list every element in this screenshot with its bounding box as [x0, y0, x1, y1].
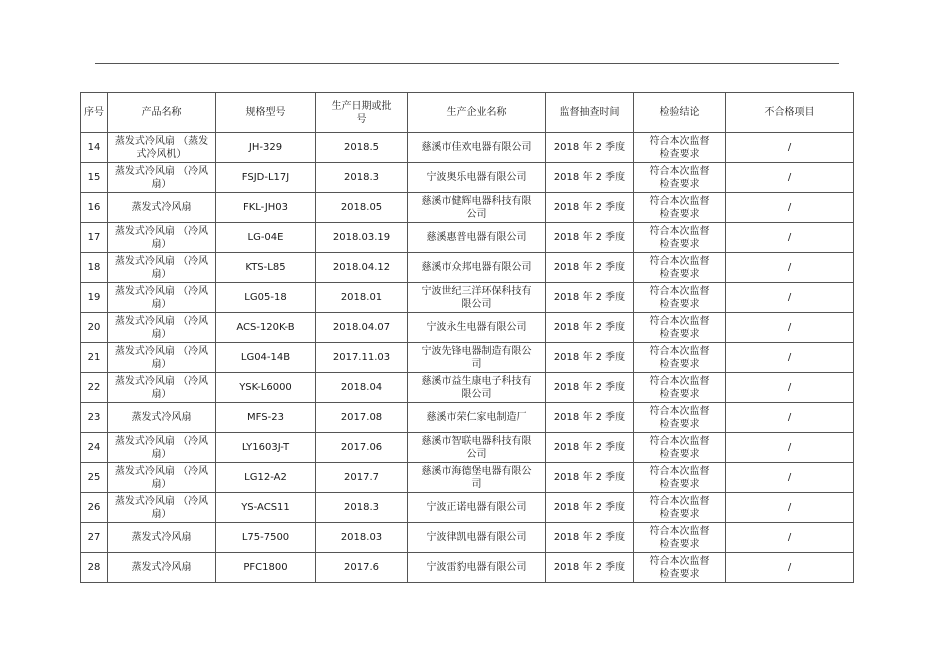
cell-manufacturer: 慈溪市海德堡电器有限公司: [408, 463, 546, 493]
cell-model-spec: KTS-L85: [216, 253, 316, 283]
cell-serial-no: 25: [81, 463, 108, 493]
header-row: [81, 93, 854, 133]
cell-conclusion: 符合本次监督检查要求: [634, 283, 726, 313]
cell-production-date: 2018.04.07: [316, 313, 408, 343]
cell-model-spec: JH-329: [216, 133, 316, 163]
cell-model-spec: LG05-18: [216, 283, 316, 313]
cell-failed-items: /: [726, 523, 854, 553]
cell-product-name: 蒸发式冷风扇 （冷风扇）: [108, 223, 216, 253]
table-row: [81, 133, 854, 163]
header-product-name: 产品名称: [108, 93, 216, 133]
cell-serial-no: 26: [81, 493, 108, 523]
cell-conclusion: 符合本次监督检查要求: [634, 343, 726, 373]
cell-serial-no: 16: [81, 193, 108, 223]
cell-conclusion: 符合本次监督检查要求: [634, 403, 726, 433]
header-inspection-time: 监督抽查时间: [546, 93, 634, 133]
cell-product-name: 蒸发式冷风扇 （冷风扇）: [108, 283, 216, 313]
cell-inspection-time: 2018 年 2 季度: [546, 433, 634, 463]
cell-inspection-time: 2018 年 2 季度: [546, 373, 634, 403]
table-body: [81, 133, 854, 583]
cell-production-date: 2018.5: [316, 133, 408, 163]
cell-inspection-time: 2018 年 2 季度: [546, 493, 634, 523]
cell-manufacturer: 慈溪市众邦电器有限公司: [408, 253, 546, 283]
cell-model-spec: ACS-120K-B: [216, 313, 316, 343]
cell-manufacturer: 宁波律凯电器有限公司: [408, 523, 546, 553]
table-row: [81, 223, 854, 253]
cell-serial-no: 18: [81, 253, 108, 283]
cell-conclusion: 符合本次监督检查要求: [634, 493, 726, 523]
header-failed-items: 不合格项目: [726, 93, 854, 133]
cell-serial-no: 28: [81, 553, 108, 583]
cell-inspection-time: 2018 年 2 季度: [546, 253, 634, 283]
cell-conclusion: 符合本次监督检查要求: [634, 373, 726, 403]
cell-production-date: 2018.04.12: [316, 253, 408, 283]
cell-failed-items: /: [726, 373, 854, 403]
cell-conclusion: 符合本次监督检查要求: [634, 433, 726, 463]
cell-inspection-time: 2018 年 2 季度: [546, 133, 634, 163]
cell-model-spec: MFS-23: [216, 403, 316, 433]
cell-product-name: 蒸发式冷风扇 （冷风扇）: [108, 163, 216, 193]
cell-failed-items: /: [726, 223, 854, 253]
cell-model-spec: YS-ACS11: [216, 493, 316, 523]
cell-production-date: 2017.11.03: [316, 343, 408, 373]
cell-failed-items: /: [726, 343, 854, 373]
cell-production-date: 2018.3: [316, 493, 408, 523]
cell-failed-items: /: [726, 403, 854, 433]
cell-serial-no: 23: [81, 403, 108, 433]
cell-inspection-time: 2018 年 2 季度: [546, 193, 634, 223]
cell-manufacturer: 宁波永生电器有限公司: [408, 313, 546, 343]
table-row: [81, 493, 854, 523]
table-row: [81, 403, 854, 433]
cell-serial-no: 27: [81, 523, 108, 553]
table-row: [81, 253, 854, 283]
cell-production-date: 2017.7: [316, 463, 408, 493]
cell-failed-items: /: [726, 193, 854, 223]
cell-conclusion: 符合本次监督检查要求: [634, 313, 726, 343]
page-top-rule: [95, 63, 839, 64]
table-row: [81, 193, 854, 223]
cell-failed-items: /: [726, 313, 854, 343]
table-row: [81, 463, 854, 493]
cell-product-name: 蒸发式冷风扇 （冷风扇）: [108, 343, 216, 373]
cell-manufacturer: 慈溪惠普电器有限公司: [408, 223, 546, 253]
table-row: [81, 553, 854, 583]
cell-production-date: 2018.03.19: [316, 223, 408, 253]
cell-manufacturer: 慈溪市荣仁家电制造厂: [408, 403, 546, 433]
cell-serial-no: 17: [81, 223, 108, 253]
cell-production-date: 2018.03: [316, 523, 408, 553]
cell-product-name: 蒸发式冷风扇 （蒸发式冷风机）: [108, 133, 216, 163]
cell-serial-no: 20: [81, 313, 108, 343]
cell-failed-items: /: [726, 433, 854, 463]
cell-conclusion: 符合本次监督检查要求: [634, 163, 726, 193]
cell-model-spec: LY1603J-T: [216, 433, 316, 463]
cell-conclusion: 符合本次监督检查要求: [634, 553, 726, 583]
inspection-results-table: [80, 92, 854, 583]
cell-inspection-time: 2018 年 2 季度: [546, 223, 634, 253]
cell-failed-items: /: [726, 463, 854, 493]
cell-production-date: 2017.6: [316, 553, 408, 583]
cell-serial-no: 22: [81, 373, 108, 403]
cell-failed-items: /: [726, 553, 854, 583]
cell-inspection-time: 2018 年 2 季度: [546, 343, 634, 373]
cell-product-name: 蒸发式冷风扇: [108, 553, 216, 583]
cell-model-spec: L75-7500: [216, 523, 316, 553]
cell-inspection-time: 2018 年 2 季度: [546, 283, 634, 313]
cell-manufacturer: 慈溪市益生康电子科技有限公司: [408, 373, 546, 403]
cell-inspection-time: 2018 年 2 季度: [546, 313, 634, 343]
cell-failed-items: /: [726, 133, 854, 163]
cell-manufacturer: 慈溪市佳欢电器有限公司: [408, 133, 546, 163]
cell-production-date: 2017.08: [316, 403, 408, 433]
cell-product-name: 蒸发式冷风扇 （冷风扇）: [108, 253, 216, 283]
cell-model-spec: PFC1800: [216, 553, 316, 583]
cell-manufacturer: 宁波奥乐电器有限公司: [408, 163, 546, 193]
cell-production-date: 2018.01: [316, 283, 408, 313]
cell-inspection-time: 2018 年 2 季度: [546, 163, 634, 193]
cell-manufacturer: 慈溪市健辉电器科技有限公司: [408, 193, 546, 223]
table-header: [81, 93, 854, 133]
cell-manufacturer: 宁波雷豹电器有限公司: [408, 553, 546, 583]
cell-conclusion: 符合本次监督检查要求: [634, 463, 726, 493]
cell-product-name: 蒸发式冷风扇 （冷风扇）: [108, 373, 216, 403]
cell-conclusion: 符合本次监督检查要求: [634, 133, 726, 163]
header-serial-no: 序号: [81, 93, 108, 133]
table-row: [81, 373, 854, 403]
cell-manufacturer: 宁波先锋电器制造有限公司: [408, 343, 546, 373]
cell-failed-items: /: [726, 493, 854, 523]
cell-product-name: 蒸发式冷风扇: [108, 193, 216, 223]
cell-conclusion: 符合本次监督检查要求: [634, 253, 726, 283]
cell-conclusion: 符合本次监督检查要求: [634, 223, 726, 253]
cell-serial-no: 24: [81, 433, 108, 463]
table-row: [81, 313, 854, 343]
cell-production-date: 2018.3: [316, 163, 408, 193]
cell-serial-no: 21: [81, 343, 108, 373]
header-model-spec: 规格型号: [216, 93, 316, 133]
table-row: [81, 433, 854, 463]
cell-product-name: 蒸发式冷风扇 （冷风扇）: [108, 433, 216, 463]
cell-serial-no: 19: [81, 283, 108, 313]
header-production-date: 生产日期或批号: [316, 93, 408, 133]
cell-conclusion: 符合本次监督检查要求: [634, 193, 726, 223]
cell-model-spec: YSK-L6000: [216, 373, 316, 403]
cell-model-spec: FSJD-L17J: [216, 163, 316, 193]
cell-production-date: 2018.05: [316, 193, 408, 223]
cell-manufacturer: 宁波正诺电器有限公司: [408, 493, 546, 523]
cell-inspection-time: 2018 年 2 季度: [546, 523, 634, 553]
cell-conclusion: 符合本次监督检查要求: [634, 523, 726, 553]
cell-product-name: 蒸发式冷风扇 （冷风扇）: [108, 493, 216, 523]
table-row: [81, 343, 854, 373]
cell-production-date: 2017.06: [316, 433, 408, 463]
cell-model-spec: FKL-JH03: [216, 193, 316, 223]
cell-inspection-time: 2018 年 2 季度: [546, 553, 634, 583]
cell-model-spec: LG04-14B: [216, 343, 316, 373]
table-row: [81, 163, 854, 193]
cell-serial-no: 14: [81, 133, 108, 163]
table-row: [81, 283, 854, 313]
cell-manufacturer: 宁波世纪三洋环保科技有限公司: [408, 283, 546, 313]
cell-failed-items: /: [726, 283, 854, 313]
cell-product-name: 蒸发式冷风扇 （冷风扇）: [108, 463, 216, 493]
header-manufacturer: 生产企业名称: [408, 93, 546, 133]
cell-failed-items: /: [726, 253, 854, 283]
cell-inspection-time: 2018 年 2 季度: [546, 463, 634, 493]
cell-failed-items: /: [726, 163, 854, 193]
header-conclusion: 检验结论: [634, 93, 726, 133]
cell-product-name: 蒸发式冷风扇: [108, 403, 216, 433]
cell-model-spec: LG-04E: [216, 223, 316, 253]
cell-model-spec: LG12-A2: [216, 463, 316, 493]
cell-production-date: 2018.04: [316, 373, 408, 403]
cell-product-name: 蒸发式冷风扇 （冷风扇）: [108, 313, 216, 343]
cell-manufacturer: 慈溪市智联电器科技有限公司: [408, 433, 546, 463]
cell-inspection-time: 2018 年 2 季度: [546, 403, 634, 433]
cell-product-name: 蒸发式冷风扇: [108, 523, 216, 553]
cell-serial-no: 15: [81, 163, 108, 193]
table-row: [81, 523, 854, 553]
